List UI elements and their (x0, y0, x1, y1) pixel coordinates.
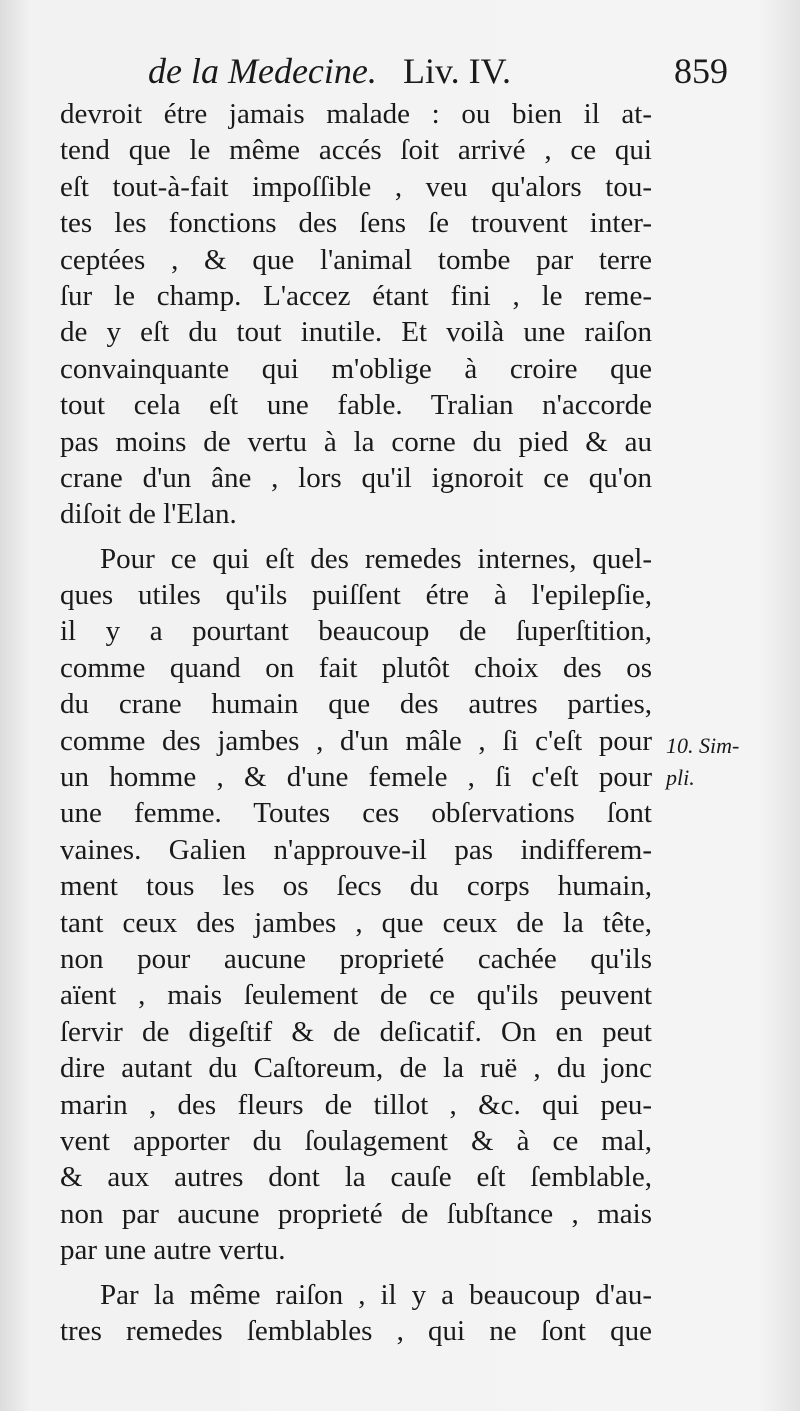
text-line: vent apporter du ſoulagement & à ce mal, (60, 1124, 652, 1157)
text-line: Par la même raiſon , il y a beaucoup d'au- (100, 1278, 652, 1311)
text-line: non pour aucune proprieté cachée qu'ils (60, 942, 652, 975)
margin-note (666, 730, 796, 794)
text-line: ment tous les os ſecs du corps humain, (60, 870, 652, 903)
text-line: il y a pourtant beaucoup de ſuperſtition, (60, 615, 652, 648)
text-line: ques utiles qu'ils puiſſent étre à l'epilepſie, (60, 579, 652, 612)
page-header (60, 46, 728, 96)
text-line: dire autant du Caſtoreum, de la ruë , du jonc (60, 1052, 652, 1085)
text-line: aïent , mais ſeulement de ce qu'ils peuvent (60, 979, 652, 1012)
paragraph-3 (60, 1277, 652, 1350)
text-line: de y eſt du tout inutile. Et voilà une raiſon (60, 316, 652, 349)
margin-note-line: 10. Sim- (666, 733, 740, 758)
text-line: convainquante qui m'oblige à croire que (60, 352, 652, 385)
text-line: un homme , & d'une femele , ſi c'eſt pour (60, 761, 652, 794)
text-line: devroit étre jamais malade : ou bien il at- (60, 98, 652, 130)
paragraph-1 (60, 96, 652, 533)
text-line: tres remedes ſemblables , qui ne ſont que (60, 1314, 652, 1347)
text-line: tes les fonctions des ſens ſe trouvent inter- (60, 207, 652, 240)
text-line: ſervir de digeſtif & de deſicatif. On en peut (60, 1015, 652, 1048)
text-line: vaines. Galien n'approuve-il pas indifferem- (60, 833, 652, 866)
margin-note-line: pli. (666, 765, 695, 790)
book-reference: Liv. IV. (403, 51, 511, 91)
body-text (60, 96, 652, 1349)
text-line: tout cela eſt une fable. Tralian n'accorde (60, 389, 652, 422)
text-line: & aux autres dont la cauſe eſt ſemblable, (60, 1161, 652, 1194)
text-line: par une autre vertu. (60, 1234, 286, 1267)
text-line: une femme. Toutes ces obſervations ſont (60, 797, 652, 830)
text-line: crane d'un âne , lors qu'il ignoroit ce qu'on (60, 461, 652, 494)
text-line: eſt tout-à-fait impoſſible , veu qu'alors tou- (60, 170, 652, 203)
text-line: du crane humain que des autres parties, (60, 688, 652, 721)
text-line: marin , des fleurs de tillot , &c. qui peu- (60, 1088, 652, 1121)
text-line: diſoit de l'Elan. (60, 498, 237, 531)
text-line: comme des jambes , d'un mâle , ſi c'eſt pour (60, 724, 652, 757)
text-line: tend que le même accés ſoit arrivé , ce qui (60, 134, 652, 167)
paragraph-2 (60, 541, 652, 1269)
running-title: de la Medecine. (148, 51, 377, 91)
text-line: tant ceux des jambes , que ceux de la tête, (60, 906, 652, 939)
text-line: ſur le champ. L'accez étant fini , le reme- (60, 279, 652, 312)
text-line: pas moins de vertu à la corne du pied & au (60, 425, 652, 458)
text-line: non par aucune proprieté de ſubſtance , mais (60, 1197, 652, 1230)
page-number: 859 (674, 51, 728, 91)
text-line: comme quand on fait plutôt choix des os (60, 651, 652, 684)
text-line: Pour ce qui eſt des remedes internes, quel- (100, 542, 652, 575)
text-line: ceptées , & que l'animal tombe par terre (60, 243, 652, 276)
